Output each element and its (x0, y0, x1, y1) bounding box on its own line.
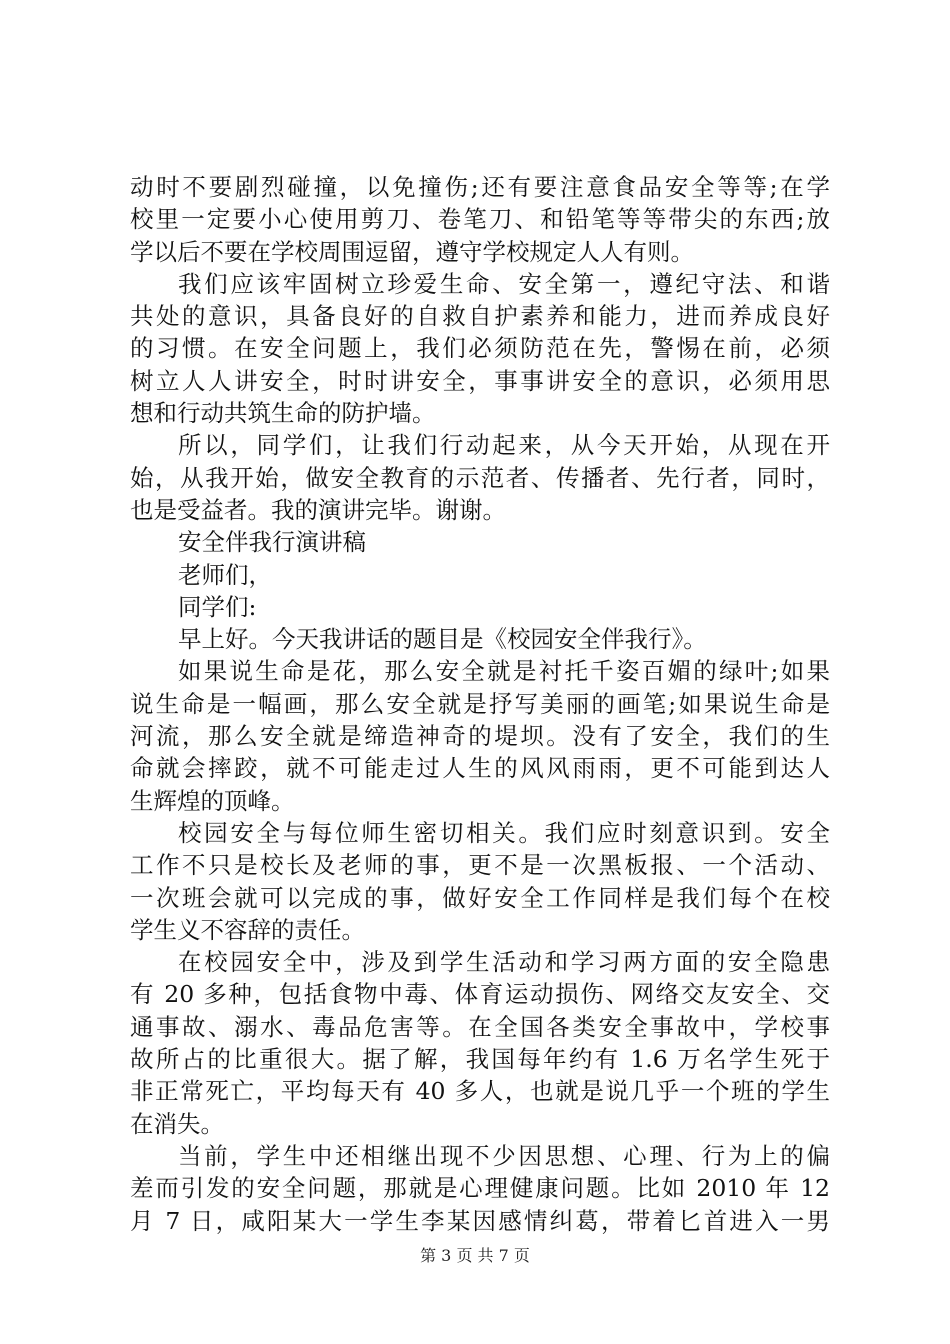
text-line: 一次班会就可以完成的事，做好安全工作同样是我们每个在校 (130, 883, 830, 912)
paragraph (130, 429, 830, 526)
paragraph (130, 655, 830, 816)
text-line: 河流，那么安全就是缔造神奇的堤坝。没有了安全，我们的生 (130, 722, 830, 751)
paragraph (130, 591, 830, 623)
paragraph (130, 623, 830, 655)
text-line: 学生义不容辞的责任。 (130, 915, 365, 944)
text-line: 故所占的比重很大。据了解，我国每年约有 1.6 万名学生死于 (130, 1045, 830, 1074)
paragraph (130, 559, 830, 591)
text-line: 如果说生命是花，那么安全就是衬托千姿百媚的绿叶;如果 (178, 657, 830, 686)
text-line: 的习惯。在安全问题上，我们必须防范在先，警惕在前，必须 (130, 334, 830, 363)
paragraph (130, 946, 830, 1140)
text-line: 命就会摔跤，就不可能走过人生的风风雨雨，更不可能到达人 (130, 754, 830, 783)
text-line: 所以，同学们，让我们行动起来，从今天开始，从现在开 (178, 431, 830, 460)
text-line: 老师们， (178, 560, 272, 589)
text-line: 在校园安全中，涉及到学生活动和学习两方面的安全隐患 (178, 948, 830, 977)
text-line: 始，从我开始，做安全教育的示范者、传播者、先行者，同时， (130, 463, 830, 492)
text-line: 动时不要剧烈碰撞，以免撞伤;还有要注意食品安全等等;在学 (130, 173, 830, 201)
paragraph (130, 171, 830, 268)
text-line: 通事故、溺水、毒品危害等。在全国各类安全事故中，学校事 (130, 1012, 830, 1041)
text-line: 说生命是一幅画，那么安全就是抒写美丽的画笔;如果说生命是 (130, 689, 830, 718)
text-line: 学以后不要在学校周围逗留，遵守学校规定人人有则。 (130, 237, 694, 266)
text-line: 我们应该牢固树立珍爱生命、安全第一，遵纪守法、和谐 (178, 269, 830, 298)
text-line: 共处的意识，具备良好的自救自护素养和能力，进而养成良好 (130, 302, 830, 331)
text-line: 在消失。 (130, 1109, 224, 1138)
paragraph (130, 817, 830, 946)
text-line: 差而引发的安全问题，那就是心理健康问题。比如 2010 年 12 (130, 1174, 830, 1203)
paragraph (130, 268, 830, 429)
text-line: 安全伴我行演讲稿 (178, 528, 366, 557)
document-body (130, 171, 830, 1237)
text-line: 想和行动共筑生命的防护墙。 (130, 399, 436, 428)
text-line: 有 20 多种，包括食物中毒、体育运动损伤、网络交友安全、交 (130, 980, 830, 1009)
text-line: 生辉煌的顶峰。 (130, 786, 295, 815)
page-footer: 第 3 页 共 7 页 (420, 1246, 530, 1265)
text-line: 月 7 日，咸阳某大一学生李某因感情纠葛，带着匕首进入一男 (130, 1206, 830, 1235)
text-line: 早上好。今天我讲话的题目是《校园安全伴我行》。 (178, 625, 707, 654)
text-line: 当前，学生中还相继出现不少因思想、心理、行为上的偏 (178, 1141, 830, 1170)
text-line: 同学们: (178, 592, 257, 621)
paragraph (130, 526, 830, 558)
text-line: 树立人人讲安全，时时讲安全，事事讲安全的意识，必须用思 (130, 366, 830, 395)
paragraph (130, 1140, 830, 1237)
text-line: 非正常死亡，平均每天有 40 多人，也就是说几乎一个班的学生 (130, 1077, 830, 1106)
text-line: 校里一定要小心使用剪刀、卷笔刀、和铅笔等等带尖的东西;放 (130, 205, 830, 234)
text-line: 校园安全与每位师生密切相关。我们应时刻意识到。安全 (178, 818, 830, 847)
text-line: 也是受益者。我的演讲完毕。谢谢。 (130, 495, 506, 524)
text-line: 工作不只是校长及老师的事，更不是一次黑板报、一个活动、 (130, 851, 830, 880)
